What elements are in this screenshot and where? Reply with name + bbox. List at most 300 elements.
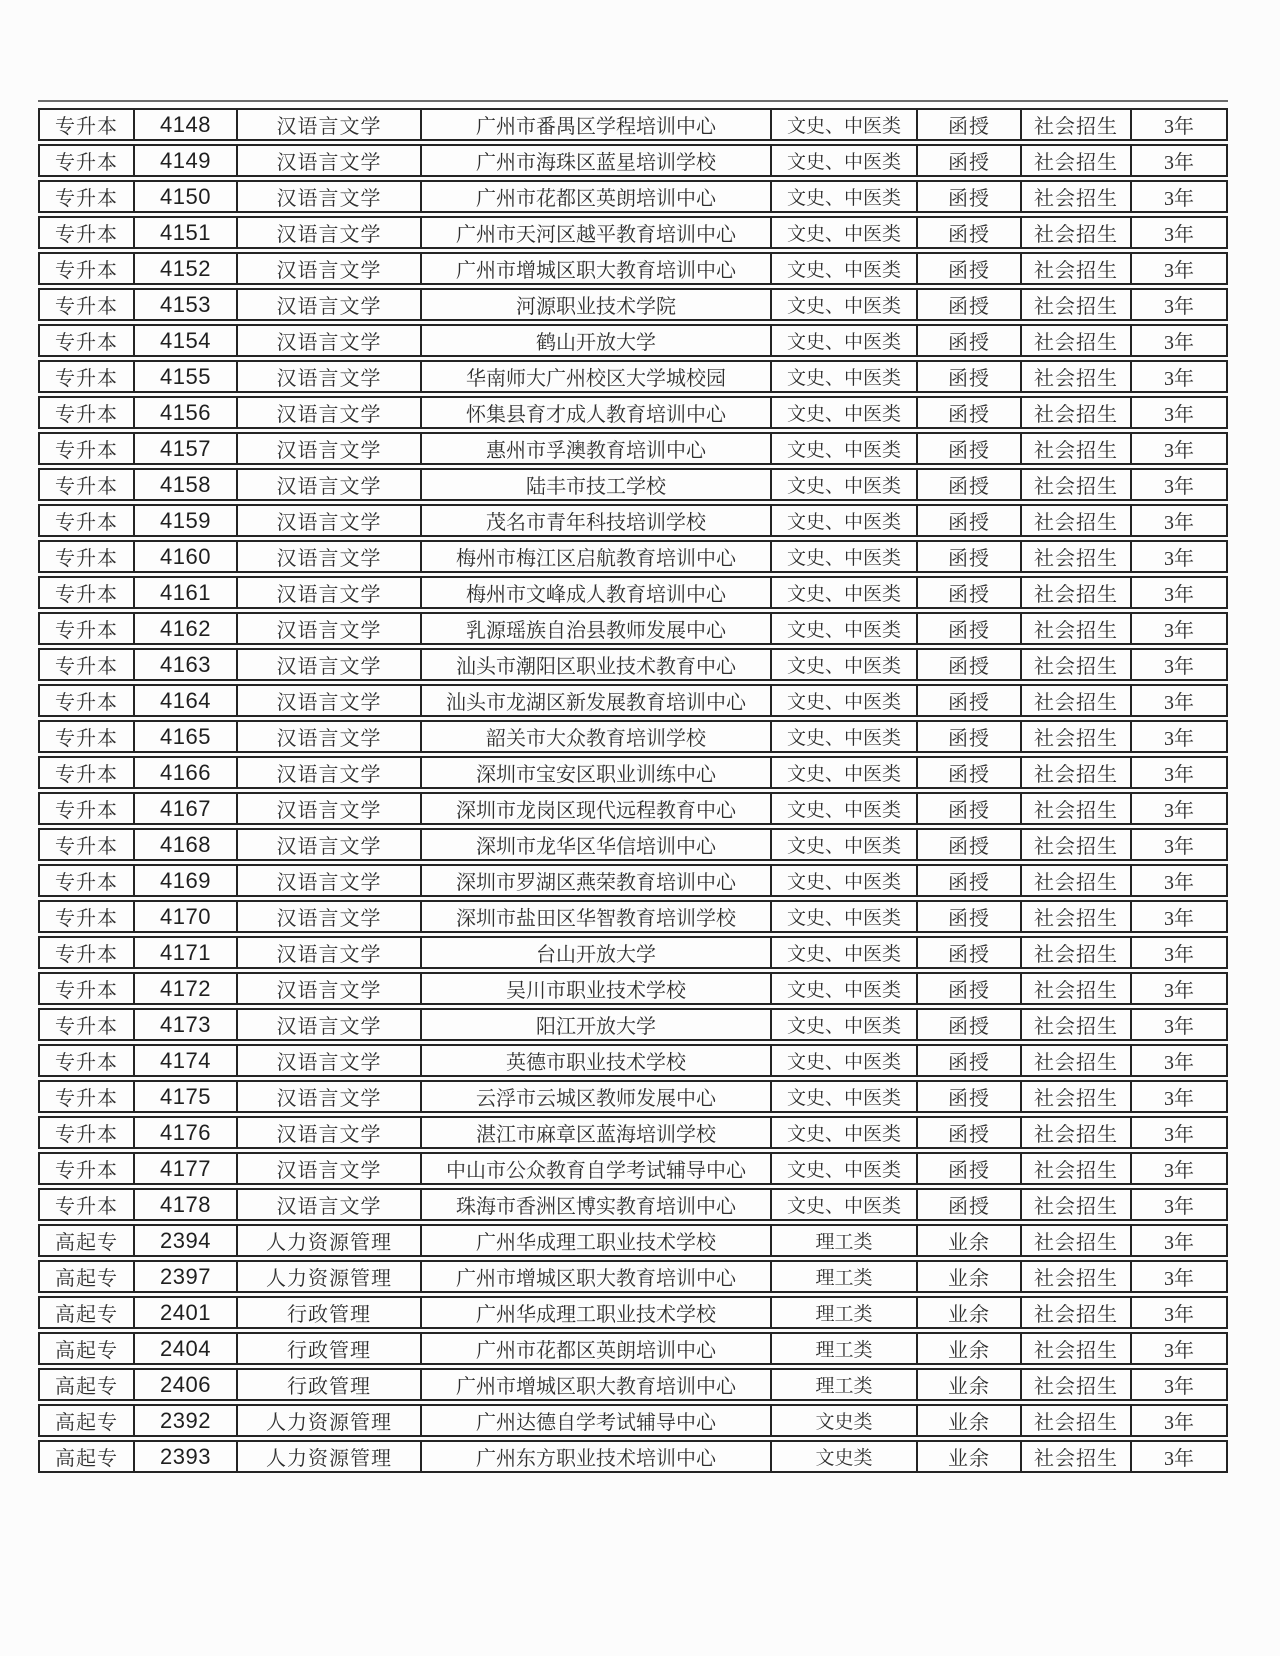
- cell-major: 人力资源管理: [238, 1224, 422, 1257]
- cell-category: 文史、中医类: [772, 144, 918, 177]
- cell-category: 文史、中医类: [772, 180, 918, 213]
- cell-enrollment-type: 社会招生: [1022, 252, 1132, 285]
- cell-duration: 3年: [1132, 432, 1228, 465]
- cell-study-form: 函授: [918, 756, 1022, 789]
- cell-code: 4163: [135, 648, 238, 681]
- cell-enrollment-type: 社会招生: [1022, 1008, 1132, 1041]
- table-row: [38, 792, 1228, 825]
- cell-code: 4166: [135, 756, 238, 789]
- cell-level: 专升本: [38, 576, 135, 609]
- table-row: [38, 720, 1228, 753]
- cell-level: 专升本: [38, 720, 135, 753]
- cell-institution: 韶关市大众教育培训学校: [422, 720, 772, 753]
- table-row: [38, 1044, 1228, 1077]
- cell-level: 专升本: [38, 1116, 135, 1149]
- cell-category: 文史、中医类: [772, 1008, 918, 1041]
- table-row: [38, 1188, 1228, 1221]
- cell-major: 汉语言文学: [238, 756, 422, 789]
- cell-duration: 3年: [1132, 1260, 1228, 1293]
- cell-study-form: 函授: [918, 180, 1022, 213]
- cell-level: 专升本: [38, 432, 135, 465]
- cell-duration: 3年: [1132, 792, 1228, 825]
- cell-duration: 3年: [1132, 1080, 1228, 1113]
- table-row: [38, 1368, 1228, 1401]
- cell-major: 汉语言文学: [238, 468, 422, 501]
- cell-enrollment-type: 社会招生: [1022, 180, 1132, 213]
- cell-duration: 3年: [1132, 324, 1228, 357]
- cell-enrollment-type: 社会招生: [1022, 576, 1132, 609]
- cell-enrollment-type: 社会招生: [1022, 1368, 1132, 1401]
- cell-duration: 3年: [1132, 684, 1228, 717]
- cell-enrollment-type: 社会招生: [1022, 144, 1132, 177]
- cell-major: 汉语言文学: [238, 144, 422, 177]
- cell-code: 4150: [135, 180, 238, 213]
- cell-category: 文史、中医类: [772, 396, 918, 429]
- cell-duration: 3年: [1132, 1296, 1228, 1329]
- cell-duration: 3年: [1132, 360, 1228, 393]
- table-row: [38, 684, 1228, 717]
- cell-code: 4152: [135, 252, 238, 285]
- cell-major: 汉语言文学: [238, 1188, 422, 1221]
- cell-major: 汉语言文学: [238, 972, 422, 1005]
- cell-level: 专升本: [38, 936, 135, 969]
- cell-category: 文史、中医类: [772, 1080, 918, 1113]
- cell-institution: 广州华成理工职业技术学校: [422, 1296, 772, 1329]
- cell-study-form: 函授: [918, 324, 1022, 357]
- cell-major: 汉语言文学: [238, 936, 422, 969]
- cell-institution: 河源职业技术学院: [422, 288, 772, 321]
- cell-major: 汉语言文学: [238, 1008, 422, 1041]
- cell-level: 专升本: [38, 540, 135, 573]
- cell-category: 文史、中医类: [772, 972, 918, 1005]
- cell-code: 4153: [135, 288, 238, 321]
- cell-major: 汉语言文学: [238, 648, 422, 681]
- cell-category: 文史、中医类: [772, 1152, 918, 1185]
- cell-institution: 茂名市青年科技培训学校: [422, 504, 772, 537]
- cell-level: 专升本: [38, 144, 135, 177]
- cell-level: 专升本: [38, 972, 135, 1005]
- cell-code: 4155: [135, 360, 238, 393]
- table-row: [38, 144, 1228, 177]
- table-row: [38, 612, 1228, 645]
- cell-study-form: 业余: [918, 1332, 1022, 1365]
- cell-level: 高起专: [38, 1332, 135, 1365]
- cell-institution: 台山开放大学: [422, 936, 772, 969]
- cell-major: 汉语言文学: [238, 1152, 422, 1185]
- cell-institution: 汕头市潮阳区职业技术教育中心: [422, 648, 772, 681]
- cell-category: 文史、中医类: [772, 252, 918, 285]
- cell-category: 文史、中医类: [772, 540, 918, 573]
- cell-study-form: 函授: [918, 1008, 1022, 1041]
- table-row: [38, 1296, 1228, 1329]
- cell-code: 4164: [135, 684, 238, 717]
- cell-code: 2397: [135, 1260, 238, 1293]
- cell-duration: 3年: [1132, 1188, 1228, 1221]
- cell-code: 4167: [135, 792, 238, 825]
- table-row: [38, 108, 1228, 141]
- cell-category: 理工类: [772, 1332, 918, 1365]
- cell-category: 文史、中医类: [772, 216, 918, 249]
- cell-code: 4149: [135, 144, 238, 177]
- cell-enrollment-type: 社会招生: [1022, 684, 1132, 717]
- cell-enrollment-type: 社会招生: [1022, 432, 1132, 465]
- cell-enrollment-type: 社会招生: [1022, 108, 1132, 141]
- table-row: [38, 936, 1228, 969]
- cell-enrollment-type: 社会招生: [1022, 828, 1132, 861]
- cell-major: 汉语言文学: [238, 612, 422, 645]
- cell-level: 专升本: [38, 864, 135, 897]
- cell-category: 文史、中医类: [772, 288, 918, 321]
- cell-study-form: 函授: [918, 828, 1022, 861]
- cell-enrollment-type: 社会招生: [1022, 756, 1132, 789]
- table-row: [38, 1116, 1228, 1149]
- cell-category: 文史、中医类: [772, 1188, 918, 1221]
- cell-category: 理工类: [772, 1368, 918, 1401]
- cell-category: 文史、中医类: [772, 828, 918, 861]
- cell-code: 4160: [135, 540, 238, 573]
- cell-institution: 广州市花都区英朗培训中心: [422, 180, 772, 213]
- cell-major: 汉语言文学: [238, 792, 422, 825]
- cell-institution: 深圳市宝安区职业训练中心: [422, 756, 772, 789]
- cell-study-form: 函授: [918, 1044, 1022, 1077]
- cell-study-form: 函授: [918, 684, 1022, 717]
- cell-institution: 广州华成理工职业技术学校: [422, 1224, 772, 1257]
- cell-major: 汉语言文学: [238, 360, 422, 393]
- cell-enrollment-type: 社会招生: [1022, 612, 1132, 645]
- cell-code: 2393: [135, 1440, 238, 1473]
- cell-category: 文史、中医类: [772, 1044, 918, 1077]
- cell-major: 汉语言文学: [238, 1044, 422, 1077]
- cell-code: 4173: [135, 1008, 238, 1041]
- cell-major: 行政管理: [238, 1332, 422, 1365]
- cell-major: 汉语言文学: [238, 1080, 422, 1113]
- cell-code: 4171: [135, 936, 238, 969]
- table-row: [38, 324, 1228, 357]
- cell-enrollment-type: 社会招生: [1022, 1116, 1132, 1149]
- cell-major: 汉语言文学: [238, 396, 422, 429]
- cell-duration: 3年: [1132, 180, 1228, 213]
- cell-code: 4165: [135, 720, 238, 753]
- cell-institution: 深圳市盐田区华智教育培训学校: [422, 900, 772, 933]
- table-row: [38, 756, 1228, 789]
- cell-institution: 梅州市梅江区启航教育培训中心: [422, 540, 772, 573]
- cell-level: 专升本: [38, 288, 135, 321]
- table-row: [38, 432, 1228, 465]
- cell-institution: 吴川市职业技术学校: [422, 972, 772, 1005]
- cell-level: 专升本: [38, 468, 135, 501]
- cell-study-form: 函授: [918, 108, 1022, 141]
- cell-category: 文史、中医类: [772, 864, 918, 897]
- table-row: [38, 252, 1228, 285]
- cell-level: 专升本: [38, 396, 135, 429]
- cell-level: 高起专: [38, 1368, 135, 1401]
- cell-enrollment-type: 社会招生: [1022, 792, 1132, 825]
- cell-enrollment-type: 社会招生: [1022, 324, 1132, 357]
- cell-enrollment-type: 社会招生: [1022, 1152, 1132, 1185]
- cell-level: 高起专: [38, 1404, 135, 1437]
- cell-duration: 3年: [1132, 504, 1228, 537]
- cell-enrollment-type: 社会招生: [1022, 1332, 1132, 1365]
- cell-study-form: 函授: [918, 504, 1022, 537]
- cell-level: 专升本: [38, 108, 135, 141]
- cell-major: 汉语言文学: [238, 504, 422, 537]
- cell-study-form: 函授: [918, 792, 1022, 825]
- cell-major: 人力资源管理: [238, 1260, 422, 1293]
- cell-enrollment-type: 社会招生: [1022, 216, 1132, 249]
- cell-study-form: 业余: [918, 1296, 1022, 1329]
- cell-duration: 3年: [1132, 540, 1228, 573]
- table-row: [38, 1404, 1228, 1437]
- cell-institution: 鹤山开放大学: [422, 324, 772, 357]
- cell-study-form: 函授: [918, 432, 1022, 465]
- table-row: [38, 504, 1228, 537]
- cell-enrollment-type: 社会招生: [1022, 1080, 1132, 1113]
- cell-duration: 3年: [1132, 1440, 1228, 1473]
- cell-study-form: 函授: [918, 1188, 1022, 1221]
- cell-enrollment-type: 社会招生: [1022, 1188, 1132, 1221]
- cell-enrollment-type: 社会招生: [1022, 396, 1132, 429]
- cell-duration: 3年: [1132, 936, 1228, 969]
- cell-enrollment-type: 社会招生: [1022, 972, 1132, 1005]
- cell-category: 文史、中医类: [772, 900, 918, 933]
- cell-institution: 华南师大广州校区大学城校园: [422, 360, 772, 393]
- cell-duration: 3年: [1132, 1404, 1228, 1437]
- table-row: [38, 360, 1228, 393]
- cell-category: 文史类: [772, 1404, 918, 1437]
- cell-institution: 广州市增城区职大教育培训中心: [422, 1260, 772, 1293]
- cell-level: 专升本: [38, 792, 135, 825]
- cell-level: 专升本: [38, 1188, 135, 1221]
- cell-enrollment-type: 社会招生: [1022, 900, 1132, 933]
- table-row: [38, 1224, 1228, 1257]
- cell-code: 2392: [135, 1404, 238, 1437]
- cell-level: 专升本: [38, 684, 135, 717]
- cell-duration: 3年: [1132, 756, 1228, 789]
- cell-institution: 云浮市云城区教师发展中心: [422, 1080, 772, 1113]
- cell-duration: 3年: [1132, 900, 1228, 933]
- cell-major: 汉语言文学: [238, 540, 422, 573]
- cell-level: 专升本: [38, 216, 135, 249]
- cell-institution: 广州市花都区英朗培训中心: [422, 1332, 772, 1365]
- cell-enrollment-type: 社会招生: [1022, 288, 1132, 321]
- cell-major: 人力资源管理: [238, 1440, 422, 1473]
- table-row: [38, 288, 1228, 321]
- cell-code: 4158: [135, 468, 238, 501]
- cell-duration: 3年: [1132, 648, 1228, 681]
- cell-institution: 湛江市麻章区蓝海培训学校: [422, 1116, 772, 1149]
- cell-study-form: 函授: [918, 612, 1022, 645]
- cell-institution: 广州市增城区职大教育培训中心: [422, 252, 772, 285]
- cell-study-form: 函授: [918, 900, 1022, 933]
- cell-code: 4170: [135, 900, 238, 933]
- cell-major: 行政管理: [238, 1368, 422, 1401]
- cell-category: 文史、中医类: [772, 720, 918, 753]
- table-row: [38, 576, 1228, 609]
- cell-level: 专升本: [38, 828, 135, 861]
- cell-major: 行政管理: [238, 1296, 422, 1329]
- cell-category: 理工类: [772, 1224, 918, 1257]
- cell-institution: 广州市天河区越平教育培训中心: [422, 216, 772, 249]
- cell-code: 2401: [135, 1296, 238, 1329]
- cell-enrollment-type: 社会招生: [1022, 1296, 1132, 1329]
- table-row: [38, 828, 1228, 861]
- cell-category: 文史类: [772, 1440, 918, 1473]
- cell-level: 专升本: [38, 504, 135, 537]
- cell-enrollment-type: 社会招生: [1022, 540, 1132, 573]
- cell-code: 4151: [135, 216, 238, 249]
- cell-enrollment-type: 社会招生: [1022, 864, 1132, 897]
- cell-category: 文史、中医类: [772, 648, 918, 681]
- cell-category: 文史、中医类: [772, 792, 918, 825]
- cell-duration: 3年: [1132, 576, 1228, 609]
- cell-study-form: 函授: [918, 396, 1022, 429]
- cell-study-form: 函授: [918, 648, 1022, 681]
- cell-level: 专升本: [38, 1152, 135, 1185]
- cell-institution: 英德市职业技术学校: [422, 1044, 772, 1077]
- table-container: [38, 100, 1228, 1476]
- cell-duration: 3年: [1132, 1332, 1228, 1365]
- cell-institution: 深圳市龙岗区现代远程教育中心: [422, 792, 772, 825]
- cell-institution: 广州达德自学考试辅导中心: [422, 1404, 772, 1437]
- cell-duration: 3年: [1132, 468, 1228, 501]
- cell-study-form: 业余: [918, 1368, 1022, 1401]
- cell-study-form: 函授: [918, 936, 1022, 969]
- cell-level: 专升本: [38, 180, 135, 213]
- cell-institution: 怀集县育才成人教育培训中心: [422, 396, 772, 429]
- cell-enrollment-type: 社会招生: [1022, 1260, 1132, 1293]
- cell-duration: 3年: [1132, 1116, 1228, 1149]
- cell-level: 高起专: [38, 1260, 135, 1293]
- cell-major: 汉语言文学: [238, 1116, 422, 1149]
- cell-duration: 3年: [1132, 972, 1228, 1005]
- cell-level: 专升本: [38, 1044, 135, 1077]
- cell-category: 文史、中医类: [772, 936, 918, 969]
- cell-level: 高起专: [38, 1440, 135, 1473]
- cell-institution: 广州市番禺区学程培训中心: [422, 108, 772, 141]
- cell-code: 4175: [135, 1080, 238, 1113]
- cell-study-form: 函授: [918, 216, 1022, 249]
- cell-institution: 乳源瑶族自治县教师发展中心: [422, 612, 772, 645]
- cell-level: 专升本: [38, 324, 135, 357]
- cell-code: 2404: [135, 1332, 238, 1365]
- cell-enrollment-type: 社会招生: [1022, 1224, 1132, 1257]
- cell-category: 文史、中医类: [772, 612, 918, 645]
- cell-institution: 广州市增城区职大教育培训中心: [422, 1368, 772, 1401]
- cell-code: 4162: [135, 612, 238, 645]
- cell-category: 文史、中医类: [772, 1116, 918, 1149]
- cell-major: 汉语言文学: [238, 252, 422, 285]
- cell-category: 理工类: [772, 1260, 918, 1293]
- cell-level: 专升本: [38, 612, 135, 645]
- cell-study-form: 业余: [918, 1260, 1022, 1293]
- cell-code: 4172: [135, 972, 238, 1005]
- cell-code: 2406: [135, 1368, 238, 1401]
- table-row: [38, 1440, 1228, 1473]
- cell-enrollment-type: 社会招生: [1022, 468, 1132, 501]
- cell-duration: 3年: [1132, 1152, 1228, 1185]
- cell-institution: 梅州市文峰成人教育培训中心: [422, 576, 772, 609]
- cell-study-form: 业余: [918, 1224, 1022, 1257]
- cell-major: 汉语言文学: [238, 288, 422, 321]
- cell-major: 汉语言文学: [238, 720, 422, 753]
- table-row: [38, 1152, 1228, 1185]
- cell-code: 4156: [135, 396, 238, 429]
- table-row: [38, 540, 1228, 573]
- cell-level: 专升本: [38, 900, 135, 933]
- cell-code: 4177: [135, 1152, 238, 1185]
- cell-level: 专升本: [38, 1080, 135, 1113]
- cell-duration: 3年: [1132, 864, 1228, 897]
- table-row: [38, 972, 1228, 1005]
- cell-study-form: 函授: [918, 972, 1022, 1005]
- cell-study-form: 函授: [918, 1152, 1022, 1185]
- table-row: [38, 1260, 1228, 1293]
- cell-category: 文史、中医类: [772, 108, 918, 141]
- cell-duration: 3年: [1132, 216, 1228, 249]
- cell-institution: 深圳市罗湖区燕荣教育培训中心: [422, 864, 772, 897]
- cell-institution: 陆丰市技工学校: [422, 468, 772, 501]
- cell-institution: 汕头市龙湖区新发展教育培训中心: [422, 684, 772, 717]
- cell-code: 4148: [135, 108, 238, 141]
- cell-category: 文史、中医类: [772, 504, 918, 537]
- cell-code: 4161: [135, 576, 238, 609]
- cell-category: 文史、中医类: [772, 432, 918, 465]
- cell-category: 文史、中医类: [772, 576, 918, 609]
- cell-code: 4159: [135, 504, 238, 537]
- table-row: [38, 1332, 1228, 1365]
- cell-study-form: 函授: [918, 540, 1022, 573]
- cell-study-form: 函授: [918, 576, 1022, 609]
- table-row: [38, 468, 1228, 501]
- cell-institution: 广州市海珠区蓝星培训学校: [422, 144, 772, 177]
- cell-major: 汉语言文学: [238, 216, 422, 249]
- cell-code: 4154: [135, 324, 238, 357]
- cell-enrollment-type: 社会招生: [1022, 648, 1132, 681]
- cell-duration: 3年: [1132, 1224, 1228, 1257]
- cell-duration: 3年: [1132, 1368, 1228, 1401]
- cell-level: 专升本: [38, 756, 135, 789]
- cell-major: 汉语言文学: [238, 324, 422, 357]
- cell-enrollment-type: 社会招生: [1022, 1440, 1132, 1473]
- table-row: [38, 648, 1228, 681]
- cell-enrollment-type: 社会招生: [1022, 360, 1132, 393]
- table-row: [38, 900, 1228, 933]
- table-row: [38, 396, 1228, 429]
- table-row: [38, 1008, 1228, 1041]
- cell-study-form: 业余: [918, 1440, 1022, 1473]
- cell-duration: 3年: [1132, 252, 1228, 285]
- cell-study-form: 函授: [918, 360, 1022, 393]
- cell-level: 专升本: [38, 1008, 135, 1041]
- table-row: [38, 216, 1228, 249]
- cell-code: 4174: [135, 1044, 238, 1077]
- cell-institution: 中山市公众教育自学考试辅导中心: [422, 1152, 772, 1185]
- cell-major: 汉语言文学: [238, 828, 422, 861]
- cell-duration: 3年: [1132, 396, 1228, 429]
- cell-category: 文史、中医类: [772, 684, 918, 717]
- cell-institution: 惠州市孚澳教育培训中心: [422, 432, 772, 465]
- cell-duration: 3年: [1132, 612, 1228, 645]
- cell-duration: 3年: [1132, 108, 1228, 141]
- table-row: [38, 864, 1228, 897]
- cell-enrollment-type: 社会招生: [1022, 1044, 1132, 1077]
- enrollment-table: [38, 105, 1228, 1476]
- cell-code: 4178: [135, 1188, 238, 1221]
- cell-code: 4168: [135, 828, 238, 861]
- table-row: [38, 180, 1228, 213]
- cell-major: 人力资源管理: [238, 1404, 422, 1437]
- table-top-crop-line: [38, 100, 1228, 102]
